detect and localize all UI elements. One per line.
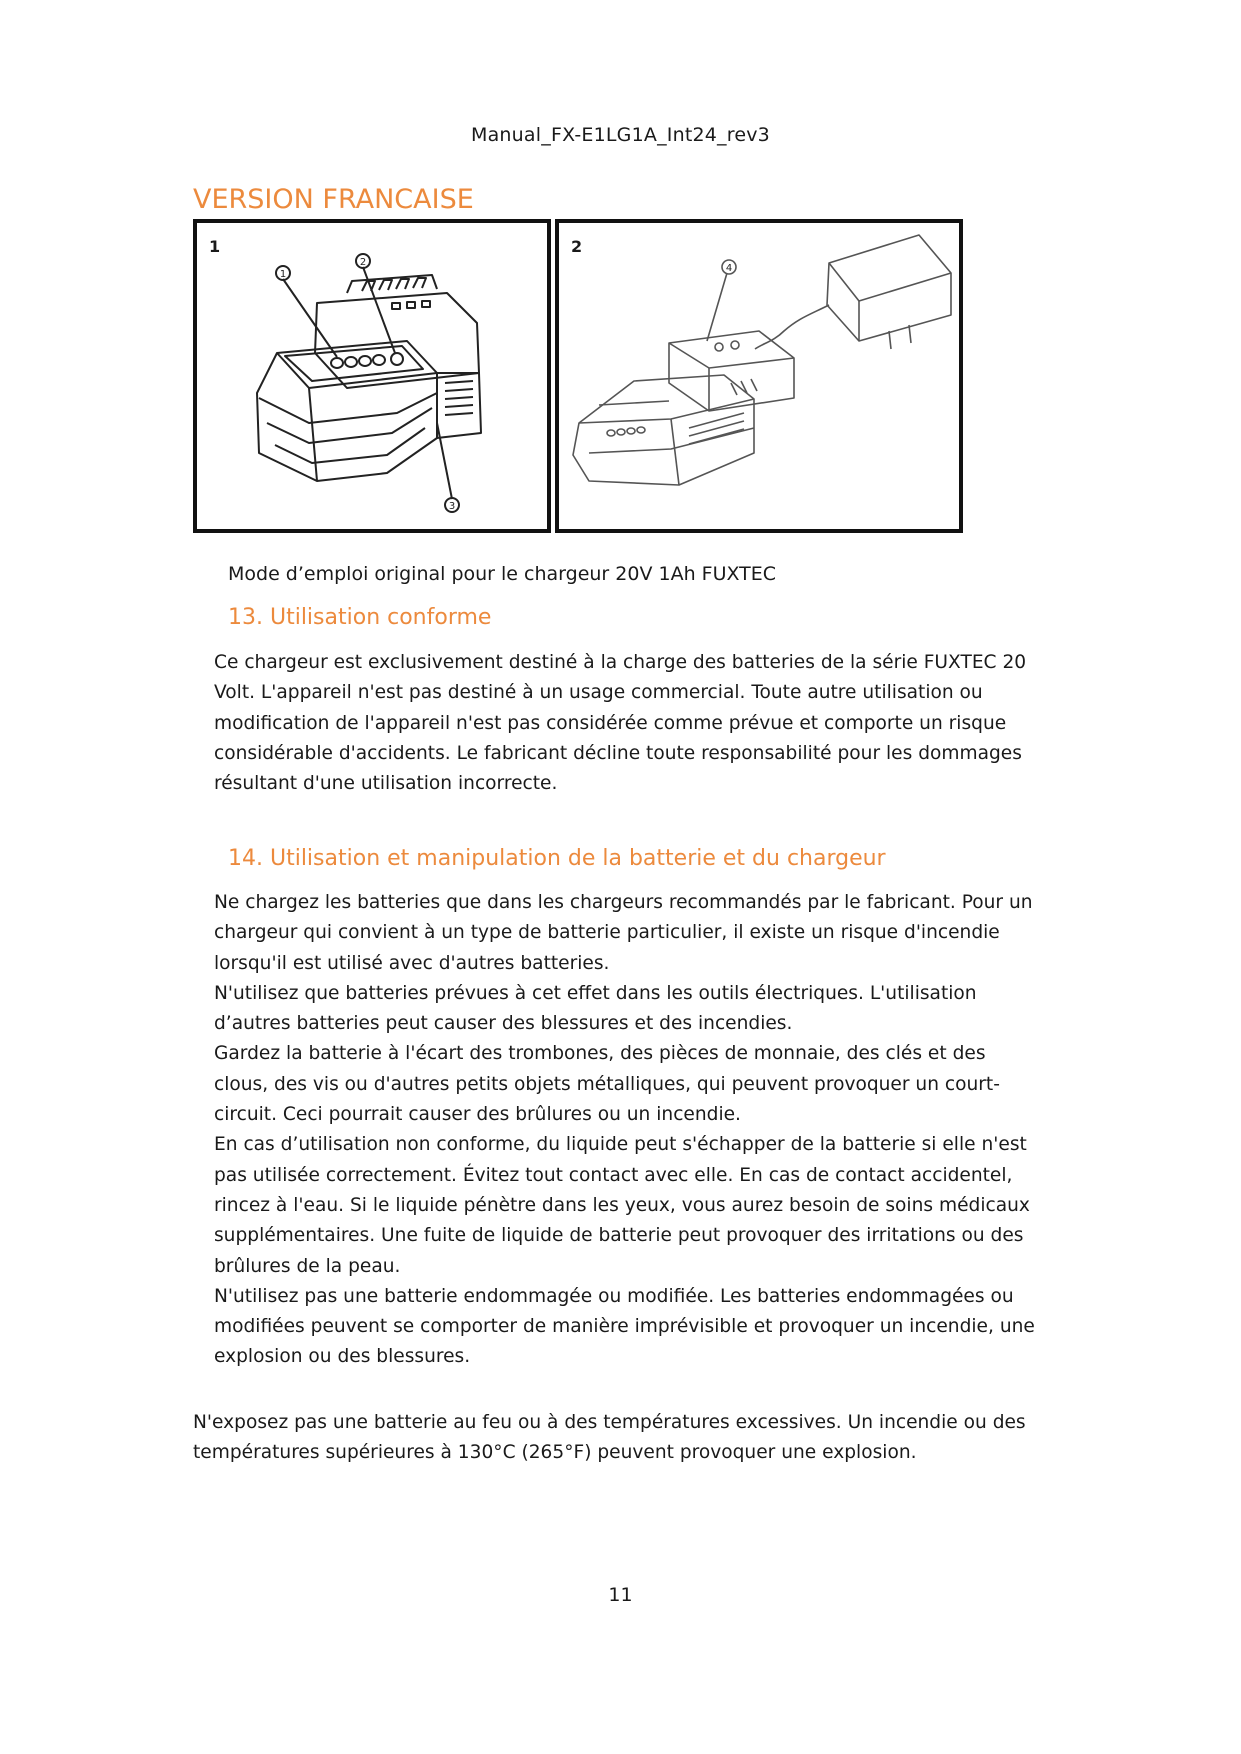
callout-2: 2	[359, 257, 367, 268]
page-number: 11	[608, 1584, 633, 1606]
section-14-paragraph: N'utilisez pas une batterie endommagée ou modifiée. Les batteries endommagées ou modifiées peuvent se comporter de manière imprévisible et provoquer un incendie, une explosion ou des blessures.	[214, 1285, 1035, 1368]
section-14-heading: 14. Utilisation et manipulation de la batterie et du chargeur	[228, 846, 886, 871]
charger-illustration	[559, 223, 959, 529]
callout-1: 1	[279, 269, 287, 280]
section-13-heading: 13. Utilisation conforme	[228, 605, 492, 630]
battery-illustration	[197, 223, 547, 529]
callout-4: 4	[725, 263, 733, 274]
callout-3: 3	[448, 501, 456, 512]
section-14-paragraph: Ne chargez les batteries que dans les chargeurs recommandés par le fabricant. Pour un chargeur qui convient à un type de batterie particulier, il existe un risque d'incendie lorsqu'il est utilisé avec d'autres batteries.	[214, 892, 1033, 974]
version-title: VERSION FRANCAISE	[193, 184, 474, 215]
figure-2-label: 2	[571, 237, 583, 256]
section-14-body	[214, 888, 1044, 1373]
document-header: Manual_FX-E1LG1A_Int24_rev3	[471, 124, 770, 146]
figure-battery	[193, 219, 551, 533]
closing-paragraph: N'exposez pas une batterie au feu ou à des températures excessives. Un incendie ou des températures supérieures à 130°C (265°F) peuvent provoquer une explosion.	[193, 1412, 1026, 1464]
manual-subtitle: Mode d’emploi original pour le chargeur 20V 1Ah FUXTEC	[228, 563, 777, 585]
section-14-paragraph: N'utilisez que batteries prévues à cet effet dans les outils électriques. L'utilisation d’autres batteries peut causer des blessures et des incendies.	[214, 982, 977, 1035]
section-13-text: Ce chargeur est exclusivement destiné à la charge des batteries de la série FUXTEC 20 Volt. L'appareil n'est pas destiné à un usage commercial. Toute autre utilisation ou modification de l'appareil n'est pas considérée comme prévue et comporte un risque considérable d'accidents. Le fabricant décline toute responsabilité pour les dommages résultant d'une utilisation incorrecte.	[214, 652, 1027, 795]
figure-charger	[555, 219, 963, 533]
section-14-paragraph: En cas d’utilisation non conforme, du liquide peut s'échapper de la batterie si elle n'est pas utilisée correctement. Évitez tout contact avec elle. En cas de contact accidentel, rincez à l'eau. Si le liquide pénètre dans les yeux, vous aurez besoin de soins médicaux supplémentaires. Une fuite de liquide de batterie peut provoquer des irritations ou des brûlures de la peau.	[214, 1134, 1030, 1277]
section-14-paragraph: Gardez la batterie à l'écart des trombones, des pièces de monnaie, des clés et des clous, des vis ou d'autres petits objets métalliques, qui peuvent provoquer un court-circuit. Ceci pourrait causer des brûlures ou un incendie.	[214, 1043, 1000, 1126]
figure-1-label: 1	[209, 237, 221, 256]
